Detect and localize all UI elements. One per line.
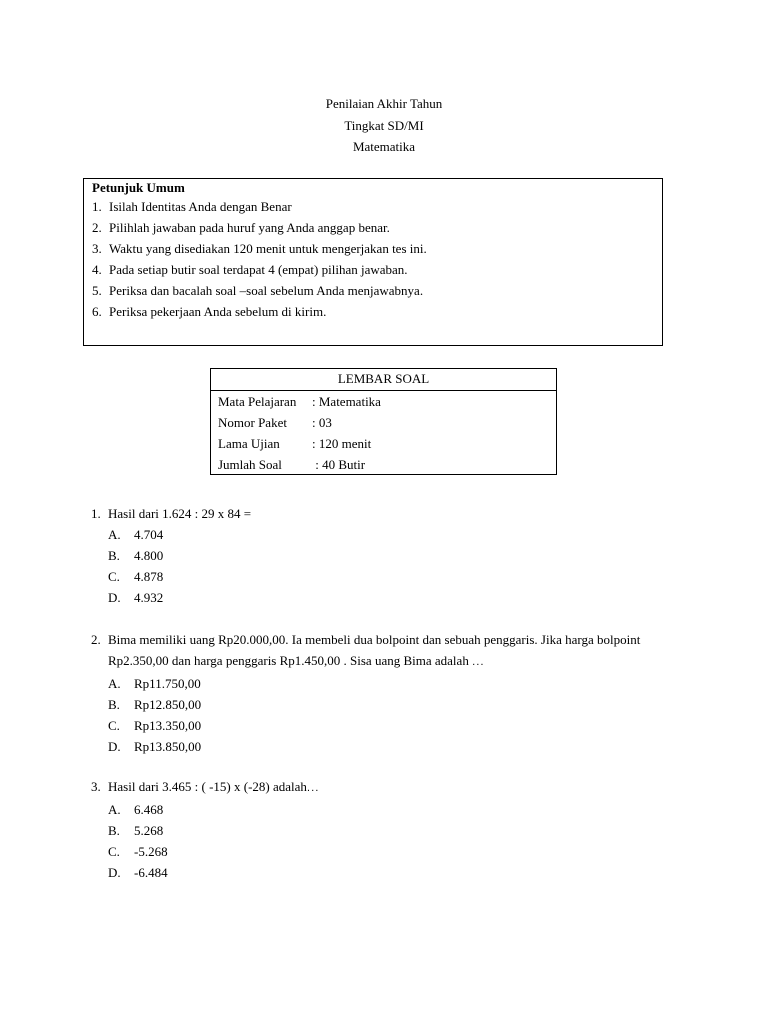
option-text: 6.468 (134, 802, 164, 817)
instruction-item (92, 301, 662, 322)
question-text: Hasil dari 1.624 : 29 x 84 = (108, 506, 252, 521)
answer-option[interactable] (108, 524, 691, 545)
info-key: Jumlah Soal (218, 457, 282, 472)
option-label: D. (108, 590, 121, 605)
question-3 (91, 776, 691, 883)
question-ellipsis: ... (472, 657, 485, 668)
instructions-box (83, 178, 663, 346)
info-row (218, 391, 556, 412)
header-title: Penilaian Akhir Tahun (325, 96, 443, 111)
question-1 (91, 503, 691, 608)
answer-option[interactable] (108, 545, 691, 566)
answer-options (91, 799, 691, 883)
instruction-text: Isilah Identitas Anda dengan Benar (109, 199, 292, 214)
answer-option[interactable] (108, 587, 691, 608)
info-value: : 120 menit (312, 436, 372, 451)
option-text: 4.800 (134, 548, 164, 563)
answer-options (91, 524, 691, 608)
option-label: A. (108, 527, 121, 542)
question-sheet-info (210, 368, 557, 475)
instruction-item (92, 217, 662, 238)
question-2 (91, 629, 691, 757)
option-text: Rp11.750,00 (134, 676, 201, 691)
instruction-number: 6. (92, 304, 102, 319)
question-stem (91, 776, 691, 799)
option-text: -5.268 (134, 844, 168, 859)
option-label: B. (108, 823, 120, 838)
answer-options (91, 673, 691, 757)
option-label: D. (108, 865, 121, 880)
question-text: Hasil dari 3.465 : ( -15) x (-28) adalah (108, 779, 307, 794)
question-number: 3. (91, 779, 101, 794)
info-value: : 40 Butir (312, 457, 366, 472)
instructions-title: Petunjuk Umum (92, 180, 185, 195)
instruction-item (92, 238, 662, 259)
info-value: : 03 (312, 415, 332, 430)
option-text: 4.704 (134, 527, 164, 542)
instruction-item (92, 259, 662, 280)
info-row (218, 454, 556, 475)
question-number: 1. (91, 506, 101, 521)
header-subject: Matematika (352, 139, 416, 154)
question-text-wrap (108, 629, 688, 673)
option-label: A. (108, 802, 121, 817)
option-text: -6.484 (134, 865, 168, 880)
info-value: : Matematika (312, 394, 381, 409)
option-label: C. (108, 718, 120, 733)
instruction-text: Periksa pekerjaan Anda sebelum di kirim. (109, 304, 327, 319)
answer-option[interactable] (108, 566, 691, 587)
instruction-number: 4. (92, 262, 102, 277)
answer-option[interactable] (108, 673, 691, 694)
option-label: D. (108, 739, 121, 754)
question-stem (91, 503, 691, 524)
instruction-number: 5. (92, 283, 102, 298)
instruction-number: 3. (92, 241, 102, 256)
option-label: C. (108, 569, 120, 584)
instructions-list (92, 196, 662, 322)
option-text: Rp13.850,00 (134, 739, 202, 754)
question-text-wrap (108, 776, 688, 799)
answer-option[interactable] (108, 820, 691, 841)
option-text: Rp12.850,00 (134, 697, 202, 712)
instruction-item (92, 196, 662, 217)
question-stem (91, 629, 691, 673)
document-header (0, 93, 768, 158)
question-number: 2. (91, 632, 101, 647)
option-text: 4.878 (134, 569, 164, 584)
answer-option[interactable] (108, 736, 691, 757)
option-label: B. (108, 697, 120, 712)
question-text: Bima memiliki uang Rp20.000,00. Ia membeli dua bolpoint dan sebuah penggaris. Jika harga bolpoint Rp2.350,00 dan harga penggaris Rp1.450,00 . Sisa uang Bima adalah (108, 632, 641, 668)
answer-option[interactable] (108, 799, 691, 820)
option-text: 5.268 (134, 823, 164, 838)
instruction-text: Periksa dan bacalah soal –soal sebelum Anda menjawabnya. (109, 283, 424, 298)
option-text: 4.932 (134, 590, 164, 605)
info-key: Mata Pelajaran (218, 394, 297, 409)
header-level: Tingkat SD/MI (344, 117, 424, 133)
info-row (218, 433, 556, 454)
instruction-text: Waktu yang disediakan 120 menit untuk mengerjakan tes ini. (109, 241, 427, 256)
question-sheet-title: LEMBAR SOAL (211, 369, 556, 391)
instruction-number: 1. (92, 199, 102, 214)
question-ellipsis: ... (306, 783, 320, 794)
option-label: A. (108, 676, 121, 691)
option-label: B. (108, 548, 120, 563)
instruction-text: Pada setiap butir soal terdapat 4 (empat) pilihan jawaban. (109, 262, 408, 277)
instruction-text: Pilihlah jawaban pada huruf yang Anda anggap benar. (109, 220, 390, 235)
instruction-number: 2. (92, 220, 102, 235)
info-key: Nomor Paket (218, 415, 287, 430)
info-key: Lama Ujian (218, 436, 280, 451)
option-label: C. (108, 844, 120, 859)
info-row (218, 412, 556, 433)
option-text: Rp13.350,00 (134, 718, 202, 733)
answer-option[interactable] (108, 694, 691, 715)
instruction-item (92, 280, 662, 301)
answer-option[interactable] (108, 841, 691, 862)
answer-option[interactable] (108, 715, 691, 736)
answer-option[interactable] (108, 862, 691, 883)
